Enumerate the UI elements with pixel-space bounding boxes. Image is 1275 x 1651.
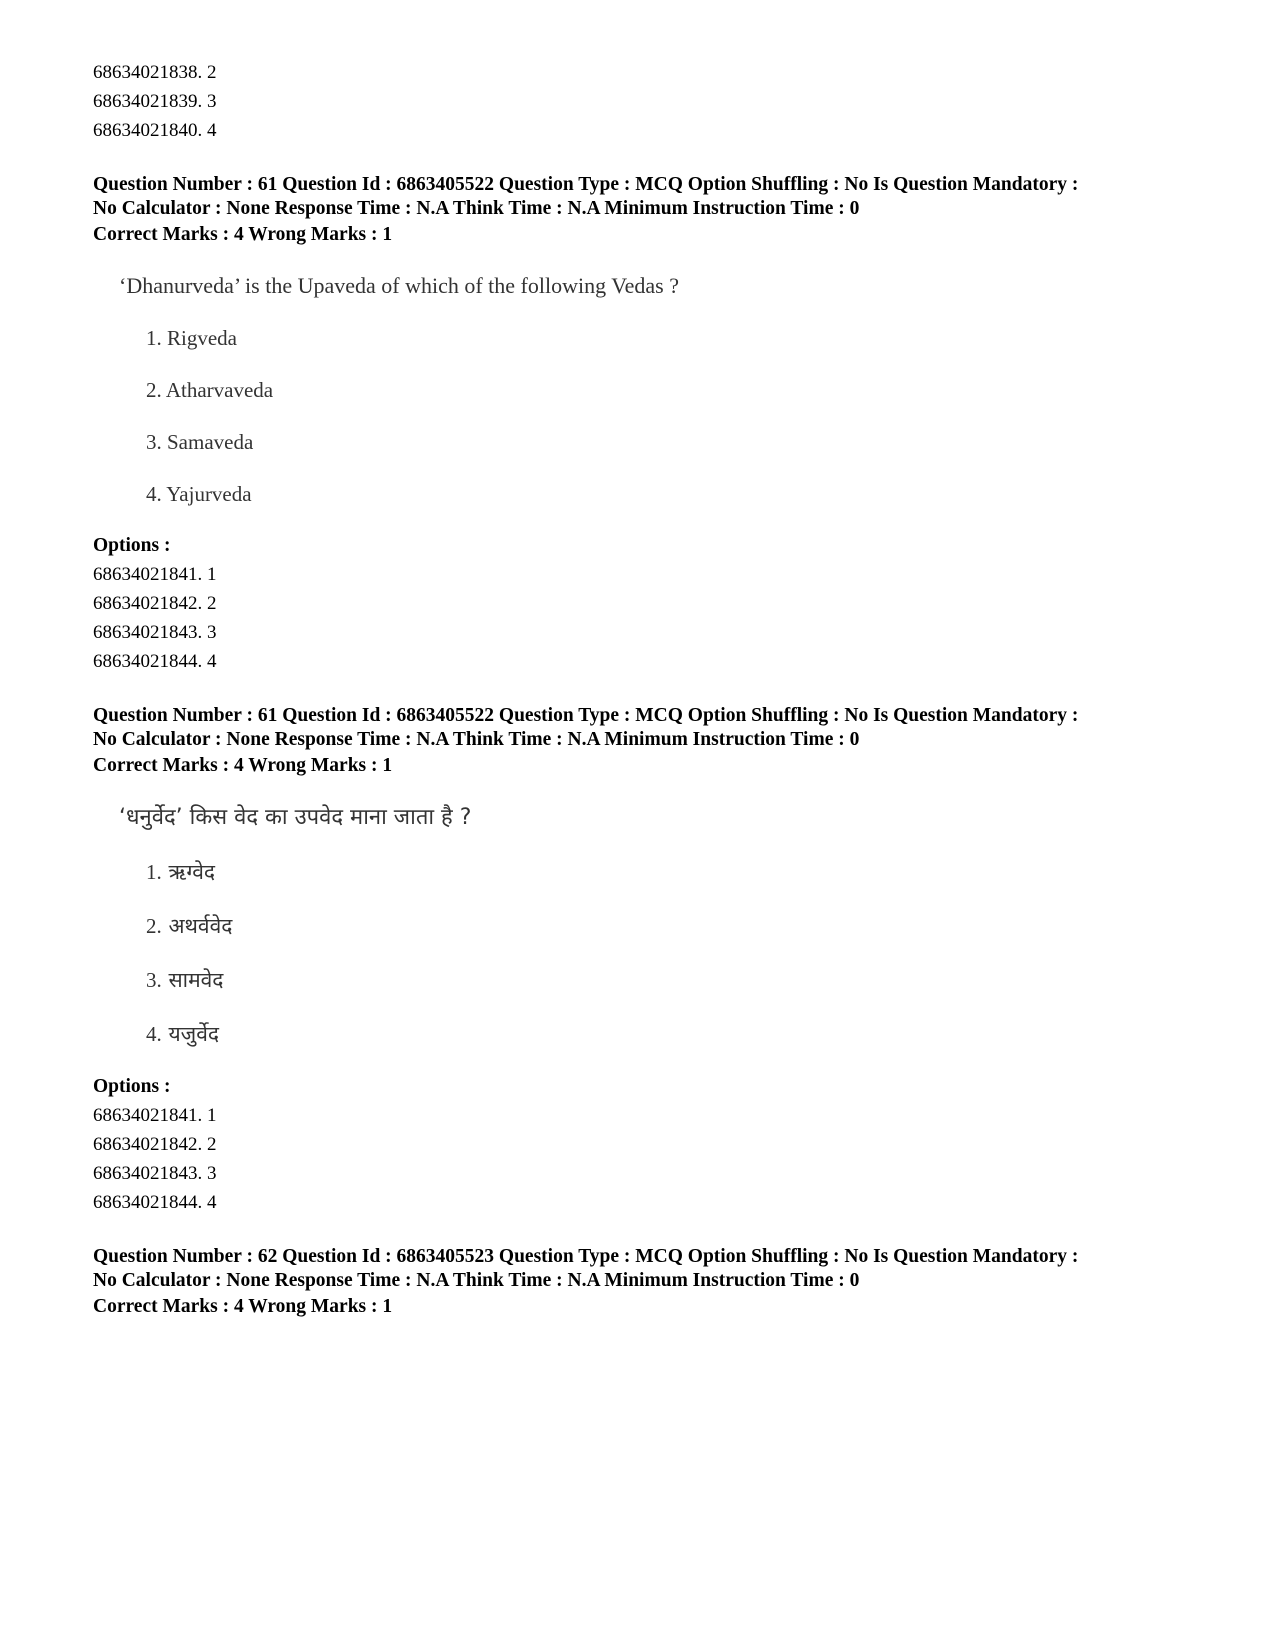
question-block-61-english xyxy=(93,173,1213,676)
option-id-line: 68634021843. 3 xyxy=(93,622,217,643)
choice-number: 2. xyxy=(146,914,162,938)
question-meta-line: No Calculator : None Response Time : N.A Think Time : N.A Minimum Instruction Time : 0 xyxy=(93,197,860,219)
answer-choice-1: 1. Rigveda xyxy=(146,326,237,350)
choice-text: ऋग्वेद xyxy=(168,860,216,884)
question-stem: ‘Dhanurveda’ is the Upaveda of which of the following Vedas ? xyxy=(119,273,680,298)
previous-options-list xyxy=(93,58,1213,145)
question-stem: ‘धनुर्वेद’ किस वेद का उपवेद माना जाता है ? xyxy=(119,805,472,830)
option-id-line: 68634021839. 3 xyxy=(93,91,217,112)
question-block-62 xyxy=(93,1245,1213,1321)
answer-choice-4 xyxy=(146,1018,1213,1050)
choice-number: 1. xyxy=(146,860,162,884)
question-meta-line: No Calculator : None Response Time : N.A Think Time : N.A Minimum Instruction Time : 0 xyxy=(93,728,860,750)
option-id-line: 68634021842. 2 xyxy=(93,593,217,614)
option-id-line: 68634021844. 4 xyxy=(93,651,217,672)
options-label: Options : xyxy=(93,1076,171,1097)
question-meta-line: No Calculator : None Response Time : N.A Think Time : N.A Minimum Instruction Time : 0 xyxy=(93,1269,860,1291)
option-id-line: 68634021842. 2 xyxy=(93,1134,217,1155)
option-id-line: 68634021844. 4 xyxy=(93,1192,217,1213)
answer-choice-2: 2. Atharvaveda xyxy=(146,378,274,402)
answer-choice-4: 4. Yajurveda xyxy=(146,482,252,506)
question-paper-page xyxy=(93,58,1213,1321)
option-id-line: 68634021843. 3 xyxy=(93,1163,217,1184)
question-marks: Correct Marks : 4 Wrong Marks : 1 xyxy=(93,755,393,776)
question-marks: Correct Marks : 4 Wrong Marks : 1 xyxy=(93,224,393,245)
choice-text: यजुर्वेद xyxy=(168,1022,220,1046)
option-id-line: 68634021841. 1 xyxy=(93,1105,217,1126)
options-label: Options : xyxy=(93,535,171,556)
answer-choice-3 xyxy=(146,964,1213,996)
choice-number: 4. xyxy=(146,1022,162,1046)
answer-choice-2 xyxy=(146,910,1213,942)
option-id-line: 68634021838. 2 xyxy=(93,62,217,83)
question-marks: Correct Marks : 4 Wrong Marks : 1 xyxy=(93,1296,393,1317)
choice-text: सामवेद xyxy=(168,968,224,992)
choice-number: 3. xyxy=(146,968,162,992)
question-block-61-hindi xyxy=(93,704,1213,1217)
answer-choice-1 xyxy=(146,856,1213,888)
question-meta-line: Question Number : 61 Question Id : 6863405522 Question Type : MCQ Option Shuffling : No Is Question Mandatory : xyxy=(93,705,1079,726)
choice-text: अथर्ववेद xyxy=(168,914,233,938)
option-id-line: 68634021840. 4 xyxy=(93,120,217,141)
question-meta-line: Question Number : 62 Question Id : 6863405523 Question Type : MCQ Option Shuffling : No Is Question Mandatory : xyxy=(93,1246,1079,1267)
answer-choice-3: 3. Samaveda xyxy=(146,430,254,454)
option-id-line: 68634021841. 1 xyxy=(93,564,217,585)
question-meta-line: Question Number : 61 Question Id : 6863405522 Question Type : MCQ Option Shuffling : No Is Question Mandatory : xyxy=(93,174,1079,195)
